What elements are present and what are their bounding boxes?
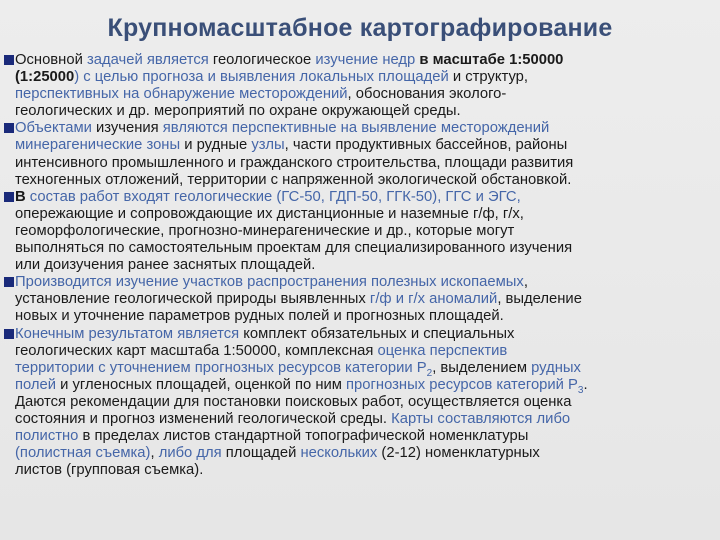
text-line: интенсивного промышленного и гражданского строительства, площади развития <box>15 154 574 171</box>
text-line: выполняться по самостоятельным проектам для специализированного изучения <box>15 240 573 257</box>
text-run: (2-12) номенклатурных <box>377 445 540 462</box>
text-line <box>4 291 716 308</box>
text-run: Производится изучение участков распространения полезных ископаемых <box>15 274 524 291</box>
text-line <box>4 343 716 360</box>
text-run: перспективных на обнаружение месторождений <box>15 86 348 103</box>
text-run: 3 <box>577 384 584 396</box>
text-run: комплект обязательных и специальных <box>239 325 515 342</box>
paragraph-objects <box>4 120 716 188</box>
text-line: или доизучения ранее заснятых площадей. <box>15 257 316 274</box>
text-line <box>4 360 716 377</box>
paragraph-work-scope <box>4 189 716 274</box>
text-run: нескольких <box>300 445 378 462</box>
text-line <box>4 274 716 291</box>
text-line <box>4 189 716 206</box>
text-run: , обоснования эколого- <box>347 86 507 103</box>
text-run: , части продуктивных бассейнов, районы <box>284 137 568 154</box>
text-run: либо для <box>158 445 222 462</box>
square-bullet-icon <box>4 329 14 339</box>
text-run: (1:25000 <box>15 69 75 86</box>
text-run: оценка перспектив <box>377 342 508 359</box>
text-run: рудных <box>531 359 581 376</box>
text-line: геоморфологические, прогнозно-минерагенические и др., которые могут <box>15 222 515 239</box>
text-run: в масштабе <box>415 52 505 68</box>
text-line <box>4 326 716 343</box>
square-bullet-icon <box>4 277 14 287</box>
text-run: , <box>523 274 528 291</box>
text-run: установление геологической природы выявленных <box>15 291 370 308</box>
text-run: В <box>15 188 26 205</box>
text-run: полей <box>15 376 57 393</box>
text-line <box>4 120 716 137</box>
text-line <box>4 69 716 86</box>
text-run: , выделением <box>432 359 532 376</box>
text-line: Даются рекомендации для постановки поисковых работ, осуществляется оценка <box>15 393 572 410</box>
text-line: опережающие и сопровождающие их дистанционные и наземные г/ф, г/х, <box>15 205 524 222</box>
square-bullet-icon <box>4 123 14 133</box>
paragraph-main-task <box>4 52 716 120</box>
text-line: техногенных отложений, территории с напряженной экологической обстановкой. <box>15 171 572 188</box>
text-run: Основной <box>15 52 87 68</box>
text-run: ) с целью прогноза и выявления локальных площадей <box>74 69 449 86</box>
text-line <box>4 428 716 445</box>
text-run: геологических карт масштаба 1:50000 <box>15 342 277 359</box>
text-run: состояния и прогноз изменений геологической среды. <box>15 410 392 427</box>
text-line: геологических и др. мероприятий по охране окружающей среды. <box>15 103 461 120</box>
square-bullet-icon <box>4 55 14 65</box>
text-run: в пределах листов стандартной топографической номенклатуры <box>78 428 529 445</box>
slide-title: Крупномасштабное картографирование <box>107 14 613 42</box>
text-run: является <box>177 325 240 342</box>
text-run: площадей <box>221 445 301 462</box>
text-run: территории с уточнением прогнозных ресурсов категории Р <box>15 359 427 376</box>
slide-body <box>4 52 716 479</box>
text-run: 2 <box>426 367 433 379</box>
text-run: и угленосных площадей, оценкой по ним <box>56 376 347 393</box>
text-run: минерагенические зоны <box>15 137 181 154</box>
text-run: Объектами <box>15 120 92 137</box>
text-run: геологическое <box>208 52 316 68</box>
text-run: . <box>583 376 588 393</box>
text-run: прогнозных ресурсов категорий Р <box>346 376 578 393</box>
text-run: , выделение <box>497 291 582 308</box>
text-run: и рудные <box>180 137 252 154</box>
paragraph-result <box>4 326 716 480</box>
text-run: (полистная съемка) <box>15 445 151 462</box>
text-run: г/ф и г/х аномалий <box>369 291 498 308</box>
text-run: являются перспективные на выявление месторождений <box>162 120 550 137</box>
text-line <box>4 52 716 69</box>
text-run: и структур, <box>448 69 529 86</box>
text-run: состав работ входят геологические (ГС-50, ГДП-50, ГГК-50), ГГС и ЭГС, <box>25 188 521 205</box>
text-run: , <box>150 445 159 462</box>
text-line: листов (групповая съемка). <box>15 462 204 479</box>
text-run: Конечным результатом <box>15 325 178 342</box>
text-run: , комплексная <box>276 342 378 359</box>
text-line <box>4 445 716 462</box>
square-bullet-icon <box>4 192 14 202</box>
text-line <box>4 86 716 103</box>
text-run: задачей является <box>86 52 209 68</box>
text-line: новых и уточнение параметров рудных полей и прогнозных площадей. <box>15 308 504 325</box>
text-run: полистно <box>15 428 79 445</box>
text-run: изучение недр <box>315 52 416 68</box>
text-line <box>4 377 716 394</box>
paragraph-study <box>4 274 716 325</box>
text-run: изучения <box>91 120 163 137</box>
text-run: узлы <box>251 137 285 154</box>
text-run: 1:50000 <box>504 52 564 68</box>
text-run: Карты составляются либо <box>391 410 571 427</box>
text-line <box>4 137 716 154</box>
text-line <box>4 411 716 428</box>
